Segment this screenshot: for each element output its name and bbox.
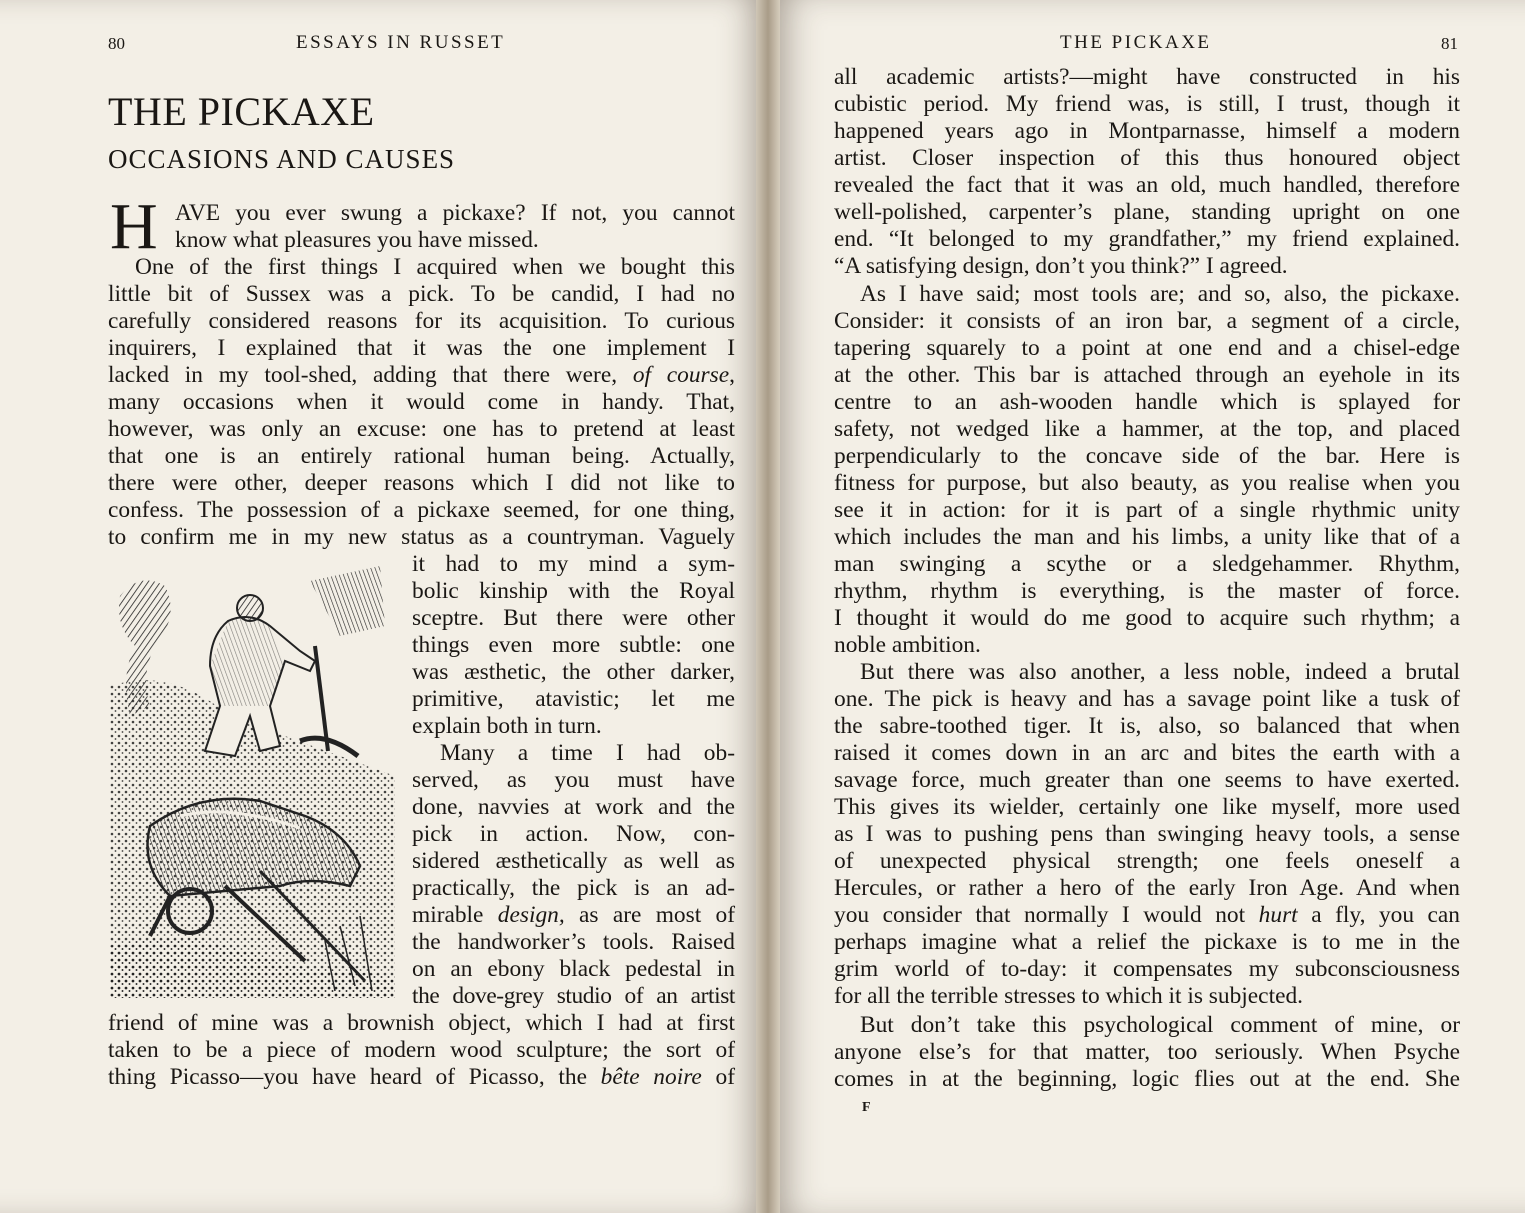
text-line: sidered æsthetically as well as xyxy=(412,848,735,874)
italic-design: design, xyxy=(497,902,565,928)
italic-bete-noire: bête noire xyxy=(600,1064,702,1090)
text-line: perhaps imagine what a relief the pickaxe is to me in the xyxy=(834,929,1460,955)
text-line: was æsthetic, the other darker, xyxy=(412,659,735,685)
text-line: that one is an entirely rational human being. Actually, xyxy=(108,443,735,469)
text-line: pick in action. Now, con- xyxy=(412,821,735,847)
text-line: however, was only an excuse: one has to pretend at least xyxy=(108,416,735,442)
text-line: of unexpected physical strength; one feels oneself a xyxy=(834,848,1460,874)
text-line: raised it comes down in an arc and bites the earth with a xyxy=(834,740,1460,766)
text-line: comes in at the beginning, logic flies out at the end. She xyxy=(834,1066,1460,1092)
text-line: to confirm me in my new status as a countryman. Vaguely xyxy=(108,524,735,550)
text-line: safety, not wedged like a hammer, at the top, and placed xyxy=(834,416,1460,442)
text-line: Hercules, or rather a hero of the early Iron Age. And when xyxy=(834,875,1460,901)
book-gutter xyxy=(756,0,780,1213)
text-line: see it in action: for it is part of a single rhythmic unity xyxy=(834,497,1460,523)
text-line: carefully considered reasons for its acquisition. To curious xyxy=(108,308,735,334)
italic-of-course: of course xyxy=(632,362,730,388)
text-line: happened years ago in Montparnasse, himself a modern xyxy=(834,118,1460,144)
text-line: cubistic period. My friend was, is still, I trust, though it xyxy=(834,91,1460,117)
right-page xyxy=(768,0,1525,1213)
text-line: the sabre-toothed tiger. It is, also, so balanced that when xyxy=(834,713,1460,739)
text-line: served, as you must have xyxy=(412,767,735,793)
left-folio: 80 xyxy=(108,34,125,53)
right-folio: 81 xyxy=(1441,34,1458,53)
text-line: thing Picasso—you have heard of Picasso, the bête noire of xyxy=(108,1064,736,1090)
text-line: savage force, much greater than one seems to have exerted. xyxy=(834,767,1460,793)
text-line: explain both in turn. xyxy=(412,713,602,739)
text-line: practically, the pick is an ad- xyxy=(412,875,735,901)
text-line: all academic artists?—might have constructed in his xyxy=(834,64,1460,90)
text-line: centre to an ash-wooden handle which is splayed for xyxy=(834,389,1460,415)
text-line: grim world of to-day: it compensates my subconsciousness xyxy=(834,956,1460,982)
text-line: bolic kinship with the Royal xyxy=(412,578,735,604)
signature-mark: F xyxy=(862,1100,871,1115)
text-line: well-polished, carpenter’s plane, standing upright on one xyxy=(834,199,1460,225)
text-line: it had to my mind a sym- xyxy=(412,551,735,577)
text-line: primitive, atavistic; let me xyxy=(412,686,735,712)
text-line: But there was also another, a less noble, indeed a brutal xyxy=(860,659,1460,685)
text-line: know what pleasures you have missed. xyxy=(175,227,539,253)
text-line: sceptre. But there were other xyxy=(412,605,735,631)
text-line: artist. Closer inspection of this thus honoured object xyxy=(834,145,1460,171)
text-line: I thought it would do me good to acquire such rhythm; a xyxy=(834,605,1460,631)
text-line: tapering squarely to a point at one end and a chisel-edge xyxy=(834,335,1460,361)
text-line: perpendicularly to the concave side of the bar. Here is xyxy=(834,443,1460,469)
italic-hurt: hurt xyxy=(1258,902,1298,928)
text-line: One of the first things I acquired when we bought this xyxy=(135,254,735,280)
text-line: revealed the fact that it was an old, much handled, therefore xyxy=(834,172,1460,198)
text-line: “A satisfying design, don’t you think?” I agreed. xyxy=(834,253,1288,279)
text-line: rhythm, rhythm is everything, is the master of force. xyxy=(834,578,1460,604)
text-line: end. “It belonged to my grandfather,” my friend explained. xyxy=(834,226,1460,252)
drop-cap: H xyxy=(110,190,158,263)
text-line: as I was to pushing pens than swinging heavy tools, a sense xyxy=(834,821,1460,847)
text-line: which includes the man and his limbs, a unity like that of a xyxy=(834,524,1460,550)
essay-subtitle: OCCASIONS AND CAUSES xyxy=(108,144,456,174)
text-line: the dove-grey studio of an artist xyxy=(412,983,735,1009)
text-line: friend of mine was a brownish object, which I had at first xyxy=(108,1010,735,1036)
text-line: one. The pick is heavy and has a savage point like a tusk of xyxy=(834,686,1460,712)
text-line: This gives its wielder, certainly one like myself, more used xyxy=(834,794,1460,820)
text-line: for all the terrible stresses to which it is subjected. xyxy=(834,983,1303,1009)
text-line: the handworker’s tools. Raised xyxy=(412,929,735,955)
text-line: lacked in my tool-shed, adding that there were, of course, xyxy=(108,362,735,388)
text-line: AVE you ever swung a pickaxe? If not, you cannot xyxy=(175,200,735,226)
text-line: little bit of Sussex was a pick. To be candid, I had no xyxy=(108,281,735,307)
text-line: inquirers, I explained that it was the one implement I xyxy=(108,335,735,361)
text-line: done, navvies at work and the xyxy=(412,794,735,820)
text-line: fitness for purpose, but also beauty, as you realise when you xyxy=(834,470,1460,496)
text-line: taken to be a piece of modern wood sculpture; the sort of xyxy=(108,1037,735,1063)
text-line: confess. The possession of a pickaxe seemed, for one thing, xyxy=(108,497,735,523)
text-line: Many a time I had ob- xyxy=(440,740,735,766)
text-line: you consider that normally I would not hurt a fly, you can xyxy=(834,902,1461,928)
text-line: there were other, deeper reasons which I did not like to xyxy=(108,470,735,496)
text-line: noble ambition. xyxy=(834,632,981,658)
text-line: anyone else’s for that matter, too seriously. When Psyche xyxy=(834,1039,1460,1065)
text-line: As I have said; most tools are; and so, also, the pickaxe. xyxy=(860,281,1460,307)
essay-title: THE PICKAXE xyxy=(108,89,375,134)
pickaxe-woodcut-illustration xyxy=(110,566,395,998)
text-line: on an ebony black pedestal in xyxy=(412,956,735,982)
text-line: man swinging a scythe or a sledgehammer. Rhythm, xyxy=(834,551,1460,577)
text-line: many occasions when it would come in handy. That, xyxy=(108,389,735,415)
right-running-head: THE PICKAXE xyxy=(1060,32,1212,53)
text-line: But don’t take this psychological comment of mine, or xyxy=(860,1012,1460,1038)
text-line: things even more subtle: one xyxy=(412,632,735,658)
text-line: Consider: it consists of an iron bar, a segment of a circle, xyxy=(834,308,1460,334)
text-line: at the other. This bar is attached through an eyehole in its xyxy=(834,362,1460,388)
left-running-head: ESSAYS IN RUSSET xyxy=(296,32,506,53)
text-line: mirable design, as are most of xyxy=(412,902,735,928)
